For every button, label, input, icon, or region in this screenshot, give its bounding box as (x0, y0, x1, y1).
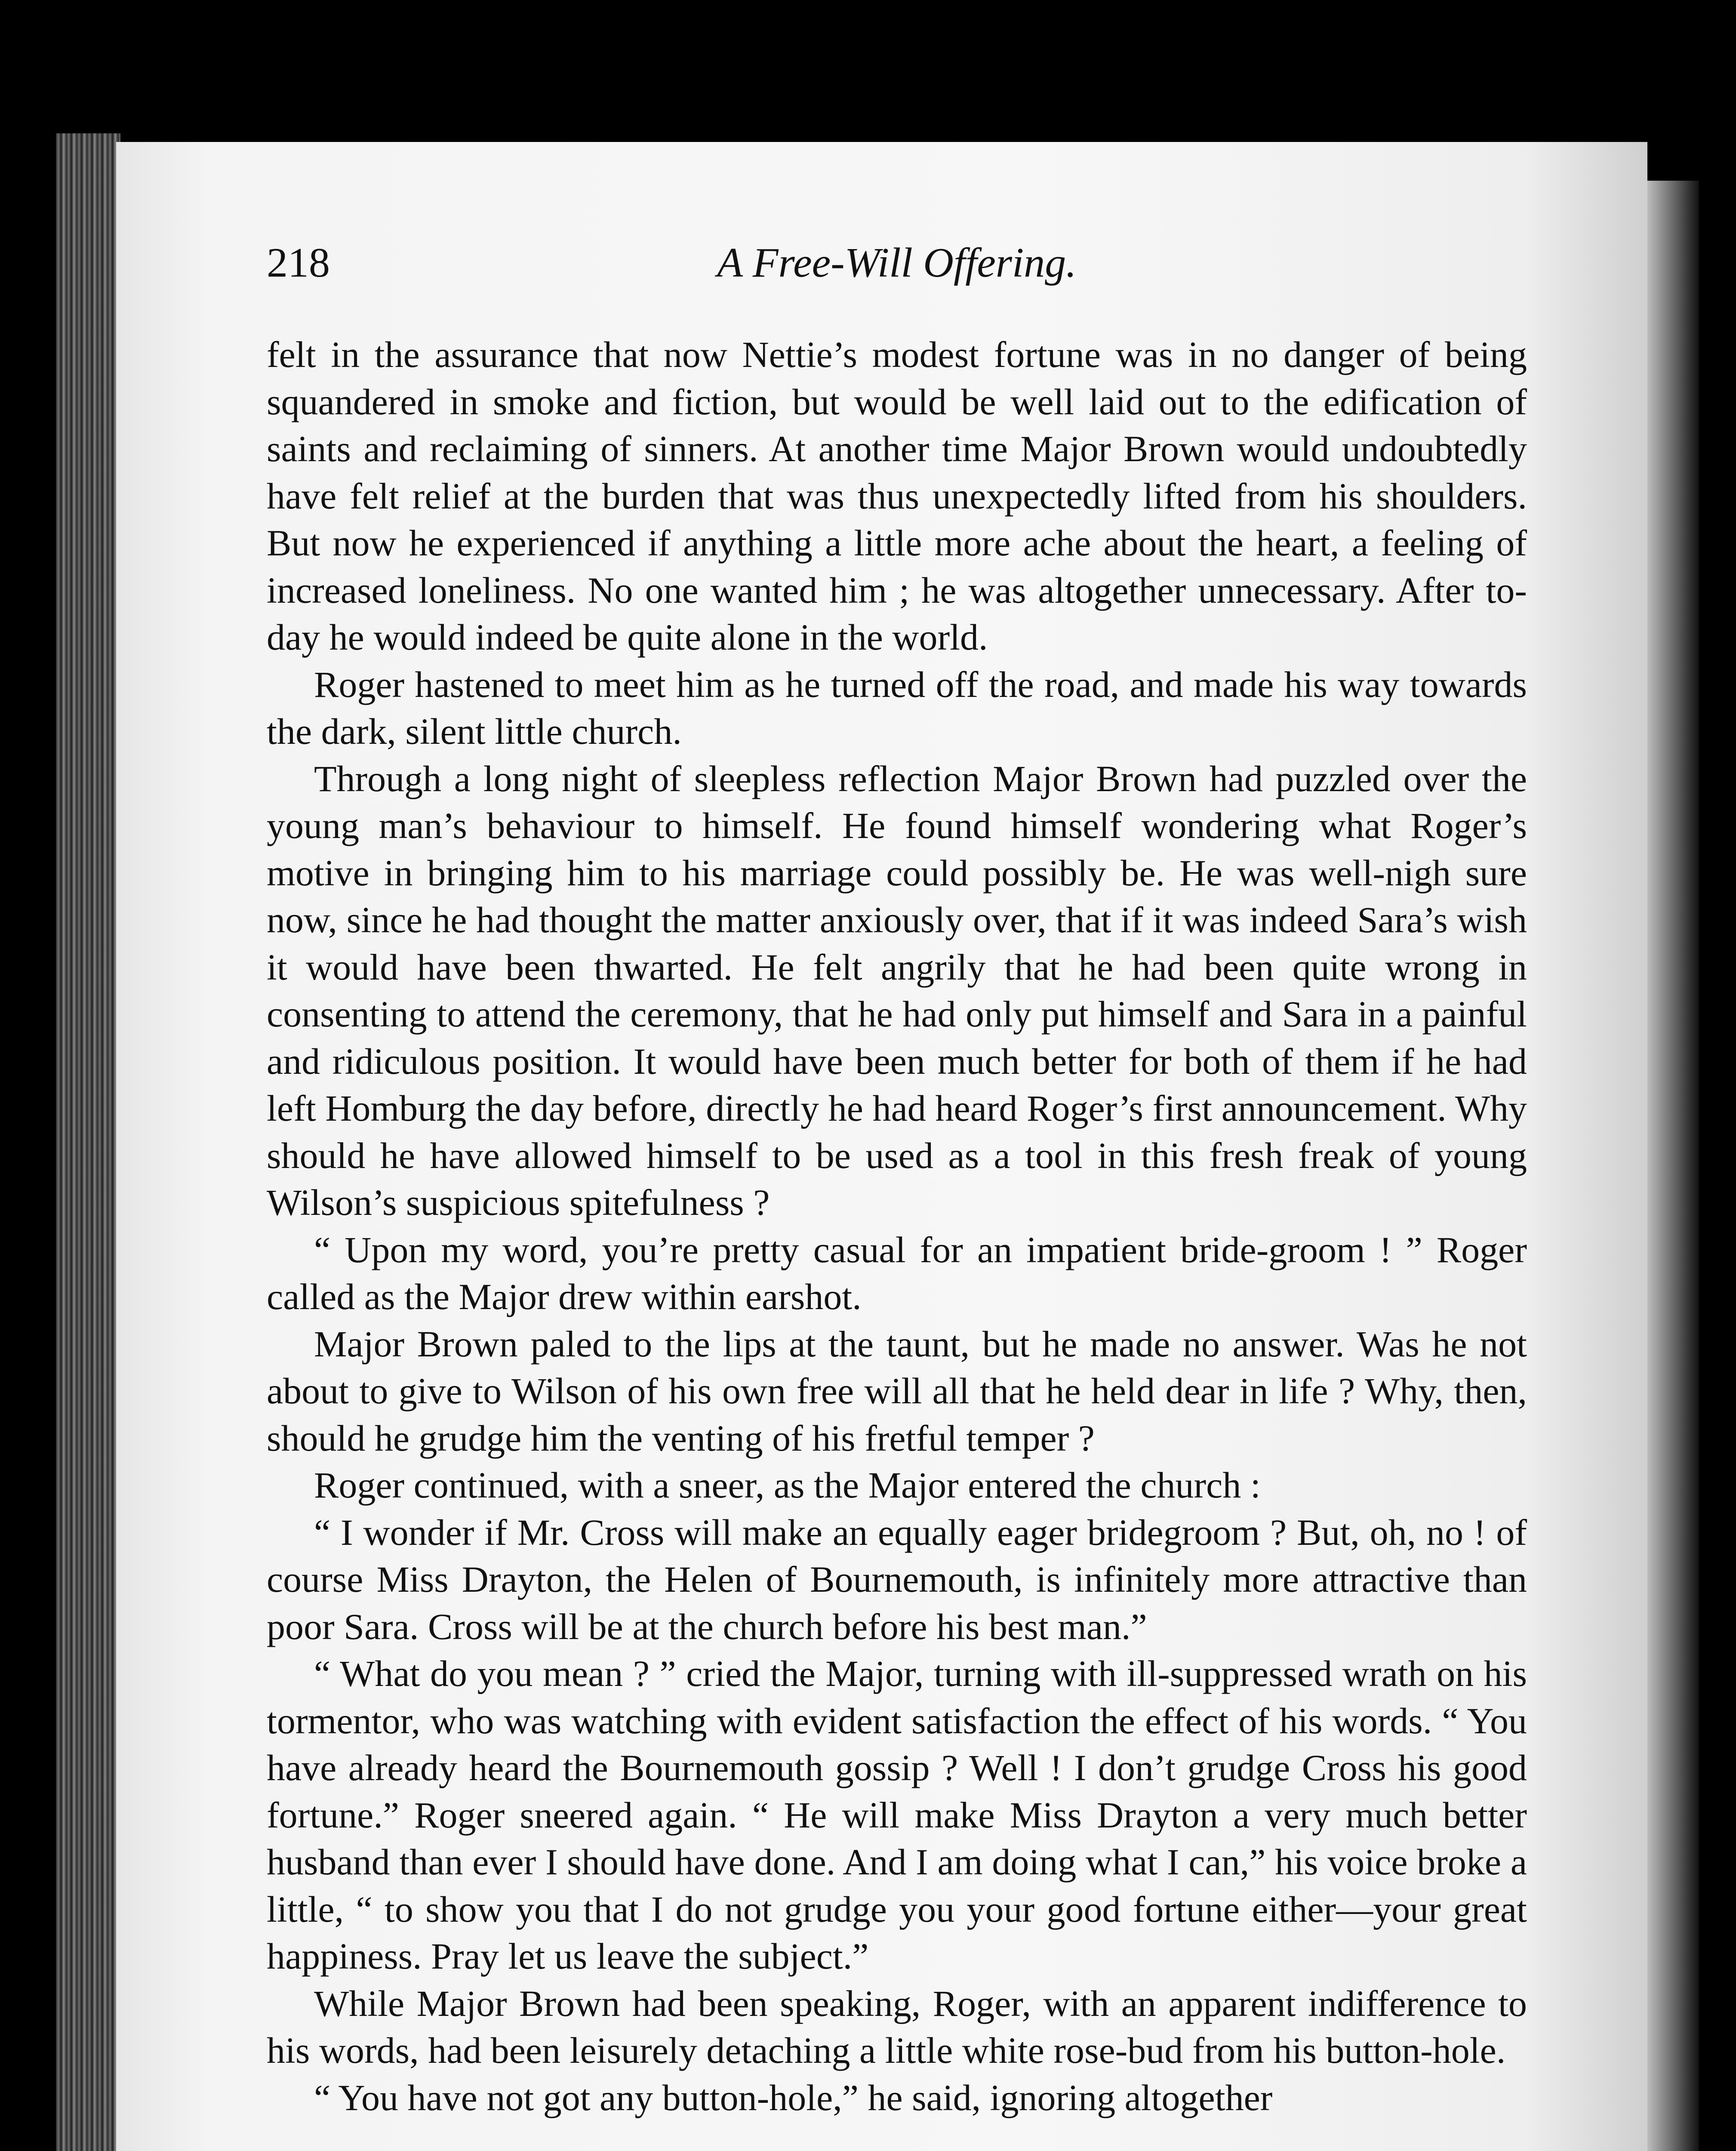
paragraph: Through a long night of sleepless reflection Major Brown had puzzled over the young man’s behaviour to himself. He found himself wondering what Roger’s motive in bringing him to his marriage could possibly be. He was well-nigh sure now, since he had thought the matter anxiously over, that if it was indeed Sara’s wish it would have been thwarted. He felt angrily that he had been quite wrong in consenting to attend the ceremony, that he had only put himself and Sara in a painful and ridiculous position. It would have been much better for both of them if he had left Homburg the day before, directly he had heard Roger’s first announcement. Why should he have allowed himself to be used as a tool in this fresh freak of young Wilson’s suspicious spitefulness ? (267, 758, 1527, 1223)
paragraph: While Major Brown had been speaking, Roger, with an apparent indifference to his words, had been leisurely detaching a little white rose-bud from his button-hole. (267, 1982, 1527, 2071)
paragraph: Roger hastened to meet him as he turned off the road, and made his way towards the dark, silent little church. (267, 663, 1527, 752)
paragraph: “ What do you mean ? ” cried the Major, turning with ill-suppressed wrath on his tormentor, who was watching with evident satisfaction the effect of his words. “ You have already heard the Bournemouth gossip ? Well ! I don’t grudge Cross his good fortune.” Roger sneered again. “ He will make Miss Drayton a very much better husband than ever I should have done. And I am doing what I can,” his voice broke a little, “ to show you that I do not grudge you your good fortune either—your great happiness. Pray let us leave the subject.” (267, 1653, 1527, 1977)
paragraph: “ I wonder if Mr. Cross will make an equally eager bridegroom ? But, oh, no ! of course Miss Drayton, the Helen of Bournemouth, is infinitely more attractive than poor Sara. Cross will be at the church before his best man.” (267, 1511, 1527, 1647)
body-text (267, 331, 1527, 2151)
paragraph: Major Brown paled to the lips at the taunt, but he made no answer. Was he not about to give to Wilson of his own free will all that he held dear in life ? Why, then, should he grudge him the venting of his fretful temper ? (267, 1323, 1527, 1459)
paragraph: Roger continued, with a sneer, as the Major entered the church : (314, 1464, 1261, 1506)
page-number: 218 (267, 240, 330, 286)
paragraph: felt in the assurance that now Nettie’s modest fortune was in no danger of being squandered in smoke and fiction, but would be well laid out to the edification of saints and reclaiming of sinners. At another time Major Brown would undoubtedly have felt relief at the burden that was thus unexpectedly lifted from his shoulders. But now he experienced if anything a little more ache about the heart, a feeling of increased loneliness. No one wanted him ; he was altogether unnecessary. After to-day he would indeed be quite alone in the world. (267, 334, 1527, 658)
book-spine (56, 133, 120, 2151)
running-title: A Free-Will Offering. (717, 240, 1077, 286)
facing-page-edge (1647, 181, 1699, 2151)
paragraph: “ Upon my word, you’re pretty casual for an impatient bride-groom ! ” Roger called as the Major drew within earshot. (267, 1229, 1527, 1317)
running-head (267, 239, 1527, 303)
paragraph: “ You have not got any button-hole,” he said, ignoring altogether (314, 2077, 1273, 2118)
